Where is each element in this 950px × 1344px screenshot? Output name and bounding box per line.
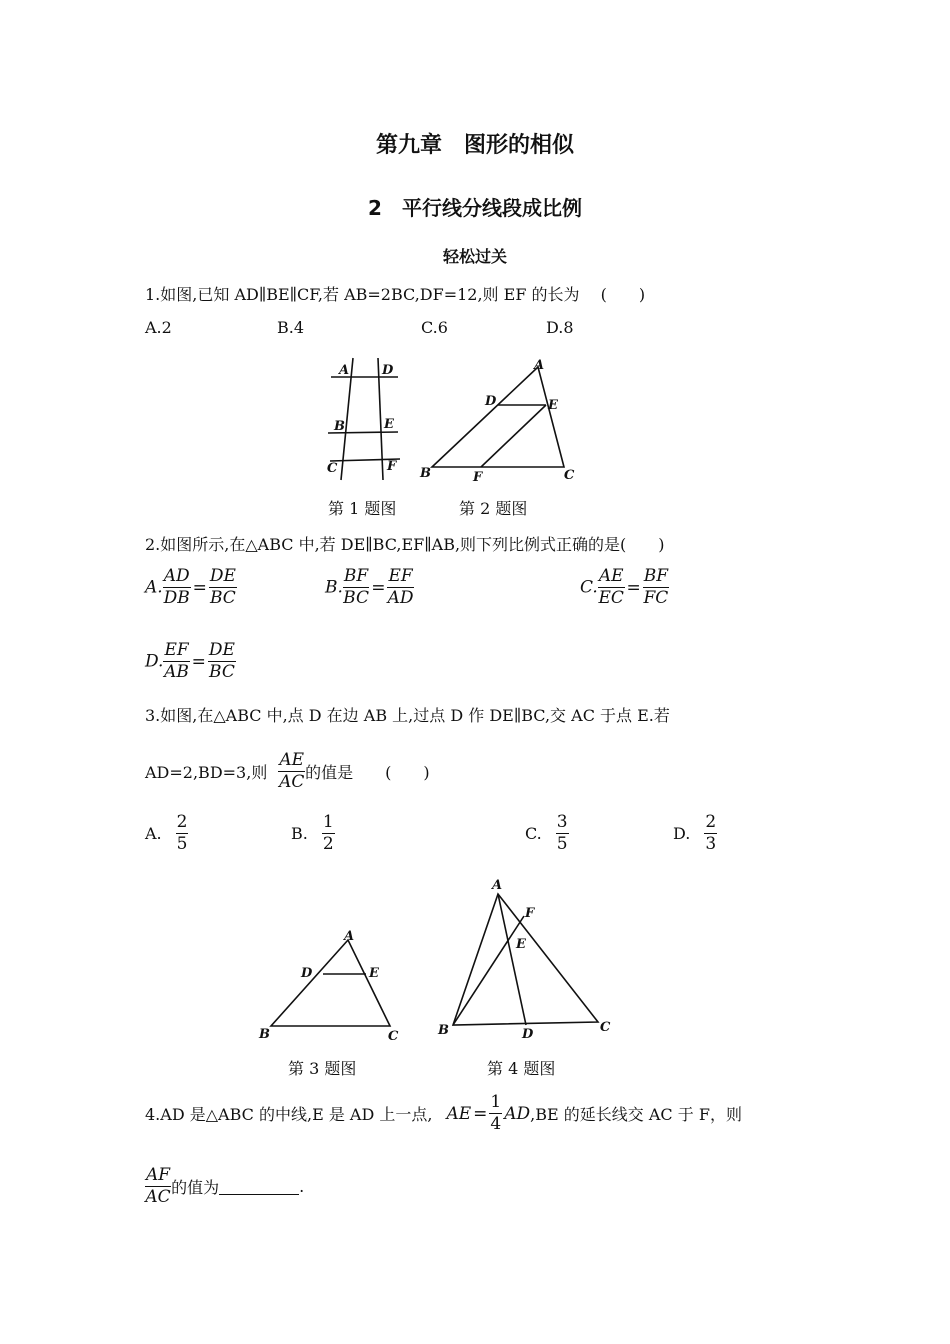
q3-d-den: 3 bbox=[705, 834, 717, 854]
q2-c-den2: FC bbox=[643, 588, 669, 608]
fig4-label-e: E bbox=[516, 937, 526, 952]
q4-tail: 的值为 bbox=[171, 1178, 220, 1197]
q4-equals: = bbox=[473, 1103, 488, 1124]
chapter-title: 第九章 图形的相似 bbox=[375, 133, 574, 158]
q2-option-d[interactable] bbox=[145, 640, 236, 683]
q4-num: 1 bbox=[490, 1092, 502, 1112]
q4-frac-den: AC bbox=[145, 1187, 171, 1207]
fig2-triangle-abc bbox=[432, 367, 564, 467]
q4-ae: AE bbox=[446, 1103, 472, 1124]
fig1-label-e: E bbox=[384, 417, 394, 432]
fig4-label-b: B bbox=[438, 1023, 449, 1038]
question-1-text: 1.如图,已知 AD∥BE∥CF,若 AB=2BC,DF=12,则 EF 的长为 ( ) bbox=[145, 285, 646, 304]
fig4-label-c: C bbox=[600, 1020, 611, 1035]
q4-post: ,BE 的延长线交 AC 于 F，则 bbox=[530, 1105, 742, 1124]
q3-a-num: 2 bbox=[176, 812, 188, 832]
q1-option-b[interactable]: B.4 bbox=[277, 318, 305, 337]
q2-c-equals: = bbox=[626, 577, 641, 598]
fig1-label-d: D bbox=[382, 363, 394, 378]
fig1-label-a: A bbox=[339, 363, 350, 378]
fig1-label-b: B bbox=[334, 419, 345, 434]
q2-option-c-label: C. bbox=[580, 577, 598, 598]
q2-b-num2: EF bbox=[388, 566, 413, 586]
q2-a-equals: = bbox=[192, 577, 207, 598]
q3-frac-num: AE bbox=[279, 750, 305, 770]
figure-1 bbox=[322, 355, 408, 485]
q2-c-num2: BF bbox=[643, 566, 669, 586]
q3-option-d[interactable] bbox=[673, 812, 717, 855]
q3-option-a-label: A. bbox=[145, 824, 162, 843]
q4-answer-blank[interactable] bbox=[219, 1178, 299, 1195]
q3-d-num: 2 bbox=[705, 812, 717, 832]
figure-3-caption: 第 3 题图 bbox=[288, 1059, 357, 1078]
q3-c-num: 3 bbox=[556, 812, 568, 832]
q3-c-den: 5 bbox=[556, 834, 568, 854]
question-3-line-2 bbox=[145, 750, 430, 793]
q2-a-num2: DE bbox=[209, 566, 236, 586]
fig2-label-b: B bbox=[420, 466, 431, 481]
q1-option-a[interactable]: A.2 bbox=[145, 318, 172, 337]
q2-b-den2: AD bbox=[387, 588, 414, 608]
fig3-label-d: D bbox=[301, 966, 313, 981]
q4-ad: AD bbox=[504, 1103, 531, 1124]
q2-d-equals: = bbox=[191, 651, 206, 672]
q3-option-b[interactable] bbox=[291, 812, 335, 855]
q3-option-c-label: C. bbox=[525, 824, 542, 843]
fig3-label-c: C bbox=[388, 1029, 399, 1044]
fig4-label-a: A bbox=[492, 878, 503, 893]
fig3-triangle-abc bbox=[271, 940, 390, 1026]
fig1-label-c: C bbox=[327, 461, 338, 476]
q2-d-den2: BC bbox=[209, 662, 235, 682]
q1-option-c[interactable]: C.6 bbox=[421, 318, 448, 337]
q3-frac-den: AC bbox=[279, 772, 305, 792]
q4-den: 4 bbox=[490, 1114, 502, 1134]
fig3-label-a: A bbox=[344, 929, 355, 944]
section-title: 2 平行线分线段成比例 bbox=[368, 196, 582, 220]
fig2-segment-ef bbox=[481, 405, 546, 467]
q2-option-a[interactable] bbox=[145, 566, 237, 609]
q3-option-d-label: D. bbox=[673, 824, 691, 843]
q1-option-d[interactable]: D.8 bbox=[546, 318, 574, 337]
figure-3 bbox=[255, 920, 405, 1045]
fig3-label-b: B bbox=[259, 1027, 270, 1042]
q2-b-equals: = bbox=[371, 577, 386, 598]
fig2-label-c: C bbox=[564, 468, 575, 483]
fig2-label-e: E bbox=[548, 398, 558, 413]
q2-option-b-label: B. bbox=[325, 577, 343, 598]
q2-d-den1: AB bbox=[164, 662, 189, 682]
figure-2-caption: 第 2 题图 bbox=[459, 499, 528, 518]
fig4-label-d: D bbox=[522, 1027, 534, 1040]
figure-1-caption: 第 1 题图 bbox=[328, 499, 397, 518]
q3-b-num: 1 bbox=[322, 812, 334, 832]
q2-option-a-label: A. bbox=[145, 577, 163, 598]
q3-option-c[interactable] bbox=[525, 812, 569, 855]
subsection-title: 轻松过关 bbox=[442, 247, 507, 266]
fig4-median-ad bbox=[498, 894, 526, 1025]
q2-b-num1: BF bbox=[343, 566, 369, 586]
fig4-label-f: F bbox=[525, 906, 535, 921]
q2-c-den1: EC bbox=[598, 588, 624, 608]
question-4-line-1 bbox=[145, 1092, 742, 1135]
q2-a-den2: BC bbox=[209, 588, 236, 608]
figure-4 bbox=[430, 870, 620, 1040]
fig1-label-f: F bbox=[387, 459, 397, 474]
q3-option-a[interactable] bbox=[145, 812, 188, 855]
fig2-label-d: D bbox=[485, 394, 497, 409]
figure-4-caption: 第 4 题图 bbox=[487, 1059, 556, 1078]
question-3-line-1: 3.如图,在△ABC 中,点 D 在边 AB 上,过点 D 作 DE∥BC,交 AC 于点 E.若 bbox=[145, 706, 670, 725]
q2-d-num1: EF bbox=[164, 640, 189, 660]
q3-option-b-label: B. bbox=[291, 824, 308, 843]
q2-a-num1: AD bbox=[163, 566, 190, 586]
q3-line2-pre: AD=2,BD=3,则 bbox=[145, 763, 273, 782]
q2-option-c[interactable] bbox=[580, 566, 669, 609]
q4-frac-num: AF bbox=[146, 1165, 171, 1185]
q2-b-den1: BC bbox=[343, 588, 369, 608]
q2-d-num2: DE bbox=[208, 640, 235, 660]
q3-b-den: 2 bbox=[322, 834, 334, 854]
q4-end: . bbox=[299, 1177, 305, 1196]
fig2-label-f: F bbox=[473, 470, 483, 485]
q3-line2-post: 的值是 ( ) bbox=[305, 763, 430, 782]
q2-a-den1: DB bbox=[163, 588, 190, 608]
question-2-text: 2.如图所示,在△ABC 中,若 DE∥BC,EF∥AB,则下列比例式正确的是( ) bbox=[145, 535, 665, 554]
q3-a-den: 5 bbox=[176, 834, 188, 854]
question-4-line-2 bbox=[145, 1165, 304, 1208]
fig3-label-e: E bbox=[369, 966, 379, 981]
q2-c-num1: AE bbox=[598, 566, 624, 586]
fig4-segment-bf bbox=[453, 916, 524, 1025]
q2-option-d-label: D. bbox=[145, 651, 164, 672]
fig2-label-a: A bbox=[534, 358, 545, 373]
q4-pre: 4.AD 是△ABC 的中线,E 是 AD 上一点, bbox=[145, 1105, 433, 1124]
q2-option-b[interactable] bbox=[325, 566, 414, 609]
figure-2 bbox=[415, 355, 580, 485]
